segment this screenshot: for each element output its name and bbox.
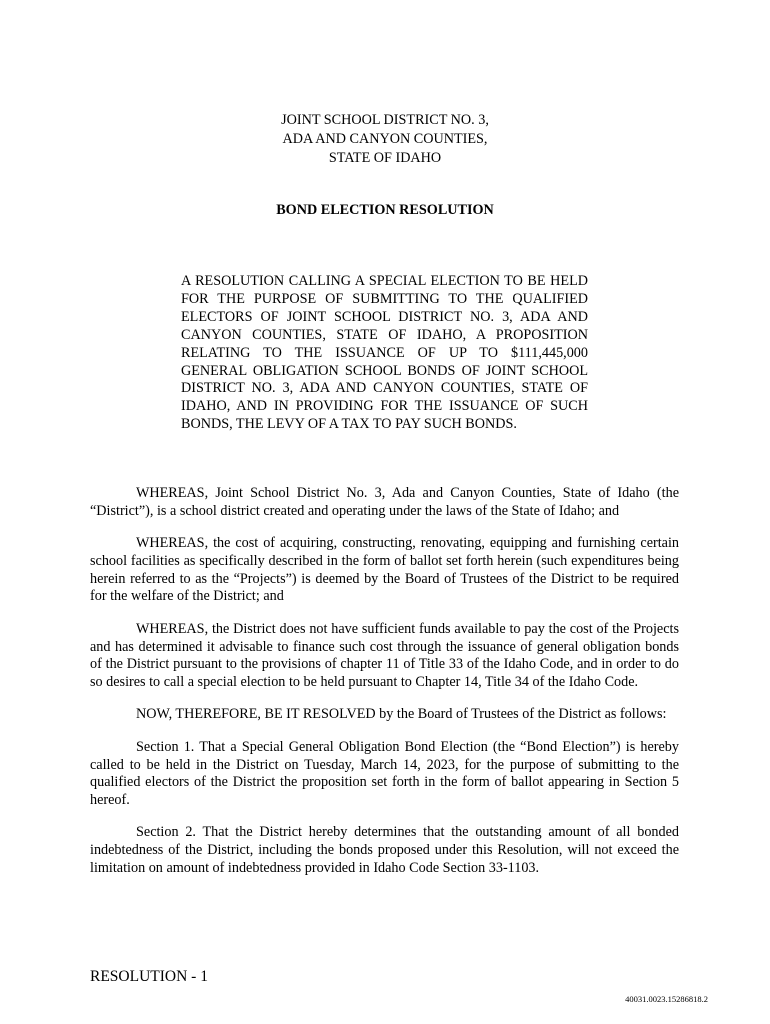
paragraph-whereas-funds: WHEREAS, the District does not have sufficient funds available to pay the cost of the Projects and has determined it advisable to finance such cost through the issuance of general obligation bonds of the District pursuant to the provisions of chapter 11 of Title 33 of the Idaho Code, and in order to do so desires to call a special election to be held pursuant to Chapter 14, Title 34 of the Idaho Code. bbox=[90, 620, 679, 691]
district-heading bbox=[0, 111, 770, 168]
paragraph-section-2: Section 2. That the District hereby determines that the outstanding amount of all bonded indebtedness of the District, including the bonds proposed under this Resolution, will not exceed the limitation on amount of indebtedness provided in Idaho Code Section 33-1103. bbox=[90, 824, 679, 877]
heading-line-1: JOINT SCHOOL DISTRICT NO. 3, bbox=[281, 112, 489, 128]
paragraph-whereas-district: WHEREAS, Joint School District No. 3, Ada and Canyon Counties, State of Idaho (the “District”), is a school district created and operating under the laws of the State of Idaho; and bbox=[90, 485, 679, 519]
resolution-body bbox=[90, 485, 679, 892]
paragraph-resolved: NOW, THEREFORE, BE IT RESOLVED by the Board of Trustees of the District as follows: bbox=[136, 706, 667, 723]
paragraph-section-1: Section 1. That a Special General Obligation Bond Election (the “Bond Election”) is hereby called to be held in the District on Tuesday, March 14, 2023, for the purpose of submitting to the qualified electors of the District the proposition set forth in the form of ballot appearing in Section 5 hereof. bbox=[90, 738, 679, 809]
document-title: BOND ELECTION RESOLUTION bbox=[276, 202, 494, 218]
paragraph-whereas-cost: WHEREAS, the cost of acquiring, constructing, renovating, equipping and furnishing certain school facilities as specifically described in the form of ballot set forth herein (such expenditures being herein referred to as the “Projects”) is deemed by the Board of Trustees of the District to be required for the welfare of the District; and bbox=[90, 535, 679, 605]
resolution-summary: A RESOLUTION CALLING A SPECIAL ELECTION TO BE HELD FOR THE PURPOSE OF SUBMITTING TO THE QUALIFIED ELECTORS OF JOINT SCHOOL DISTRICT NO. 3, ADA AND CANYON COUNTIES, STATE OF IDAHO, A PROPOSITION RELATING TO THE ISSUANCE OF UP TO $111,445,000 GENERAL OBLIGATION SCHOOL BONDS OF JOINT SCHOOL DISTRICT NO. 3, ADA AND CANYON COUNTIES, STATE OF IDAHO, AND IN PROVIDING FOR THE ISSUANCE OF SUCH BONDS, THE LEVY OF A TAX TO PAY SUCH BONDS. bbox=[181, 273, 588, 433]
heading-line-3: STATE OF IDAHO bbox=[328, 150, 442, 166]
page-label: RESOLUTION - 1 bbox=[90, 968, 208, 985]
heading-line-2: ADA AND CANYON COUNTIES, bbox=[282, 131, 488, 147]
document-number: 40031.0023.15286818.2 bbox=[625, 994, 708, 1004]
